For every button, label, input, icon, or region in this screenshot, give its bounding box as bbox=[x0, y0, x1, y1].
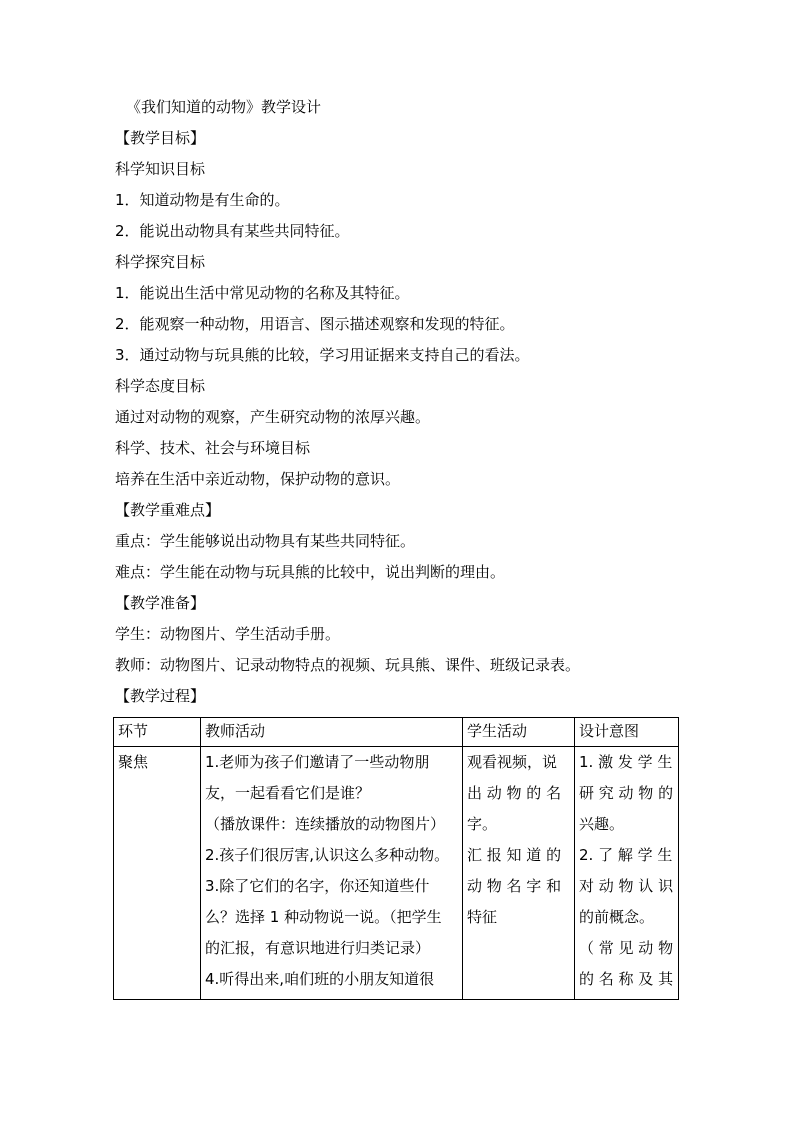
objectives-heading: 【教学目标】 bbox=[115, 129, 206, 147]
stage-cell bbox=[114, 747, 201, 1000]
student-activity-line: 特征 bbox=[467, 908, 498, 926]
teacher-activity-line: 友，一起看看它们是谁？ bbox=[205, 784, 371, 802]
sts-heading: 科学、技术、社会与环境目标 bbox=[115, 439, 311, 457]
teacher-activity-cell bbox=[201, 747, 463, 1000]
student-activity-line: 动 物 名 字 和 bbox=[467, 877, 562, 895]
header-teacher-activity: 教师活动 bbox=[201, 718, 463, 747]
teacher-activity-line: 1.老师为孩子们邀请了一些动物朋 bbox=[205, 753, 430, 771]
teacher-activity-line: 3.除了它们的名字，你还知道些什 bbox=[205, 877, 430, 895]
design-intent-line: （ 常 见 动 物 bbox=[579, 939, 674, 957]
student-activity-cell bbox=[463, 747, 575, 1000]
design-intent-cell bbox=[575, 747, 679, 1000]
design-intent-line: 1. 激 发 学 生 bbox=[579, 753, 673, 771]
knowledge-heading: 科学知识目标 bbox=[115, 160, 206, 178]
teacher-activity-line: 么？选择 1 种动物说一说。（把学生 bbox=[205, 908, 442, 926]
table-row bbox=[114, 747, 679, 1000]
header-student-activity: 学生活动 bbox=[463, 718, 575, 747]
student-activity-line: 汇 报 知 道 的 bbox=[467, 846, 562, 864]
key-difficulty-heading: 【教学重难点】 bbox=[115, 501, 221, 519]
document-title: 《我们知道的动物》教学设计 bbox=[126, 98, 322, 116]
inquiry-item: 3．通过动物与玩具熊的比较，学习用证据来支持自己的看法。 bbox=[115, 346, 530, 364]
design-intent-line: 兴趣。 bbox=[579, 815, 625, 833]
knowledge-item: 1．知道动物是有生命的。 bbox=[115, 191, 290, 209]
knowledge-item: 2．能说出动物具有某些共同特征。 bbox=[115, 222, 350, 240]
preparation-teacher: 教师：动物图片、记录动物特点的视频、玩具熊、课件、班级记录表。 bbox=[115, 656, 581, 674]
document-body bbox=[115, 92, 685, 712]
header-design-intent: 设计意图 bbox=[575, 718, 679, 747]
key-point: 重点：学生能够说出动物具有某些共同特征。 bbox=[115, 532, 416, 550]
attitude-heading: 科学态度目标 bbox=[115, 377, 206, 395]
inquiry-heading: 科学探究目标 bbox=[115, 253, 206, 271]
teacher-activity-line: （播放课件：连续播放的动物图片） bbox=[205, 815, 446, 833]
design-intent-line: 的前概念。 bbox=[579, 908, 655, 926]
stage-label: 聚焦 bbox=[118, 753, 149, 771]
student-activity-line: 出 动 物 的 名 bbox=[467, 784, 562, 802]
design-intent-line: 的 名 称 及 其 bbox=[579, 970, 674, 988]
process-heading: 【教学过程】 bbox=[115, 687, 206, 705]
preparation-heading: 【教学准备】 bbox=[115, 594, 206, 612]
student-activity-line: 观看视频，说 bbox=[467, 753, 558, 771]
teacher-activity-line: 2.孩子们很厉害,认识这么多种动物。 bbox=[205, 846, 450, 864]
design-intent-line: 2. 了 解 学 生 bbox=[579, 846, 673, 864]
inquiry-item: 2．能观察一种动物，用语言、图示描述观察和发现的特征。 bbox=[115, 315, 515, 333]
teaching-process-table bbox=[113, 717, 679, 1000]
difficult-point: 难点：学生能在动物与玩具熊的比较中，说出判断的理由。 bbox=[115, 563, 506, 581]
design-intent-line: 研 究 动 物 的 bbox=[579, 784, 674, 802]
student-activity-line: 字。 bbox=[467, 815, 498, 833]
preparation-student: 学生：动物图片、学生活动手册。 bbox=[115, 625, 341, 643]
teacher-activity-line: 4.听得出来,咱们班的小朋友知道很 bbox=[205, 970, 435, 988]
sts-text: 培养在生活中亲近动物，保护动物的意识。 bbox=[115, 470, 401, 488]
design-intent-line: 对 动 物 认 识 bbox=[579, 877, 674, 895]
header-stage: 环节 bbox=[114, 718, 201, 747]
inquiry-item: 1．能说出生活中常见动物的名称及其特征。 bbox=[115, 284, 410, 302]
table-header-row bbox=[114, 718, 679, 747]
teacher-activity-line: 的汇报，有意识地进行归类记录） bbox=[205, 939, 431, 957]
attitude-text: 通过对动物的观察，产生研究动物的浓厚兴趣。 bbox=[115, 408, 431, 426]
